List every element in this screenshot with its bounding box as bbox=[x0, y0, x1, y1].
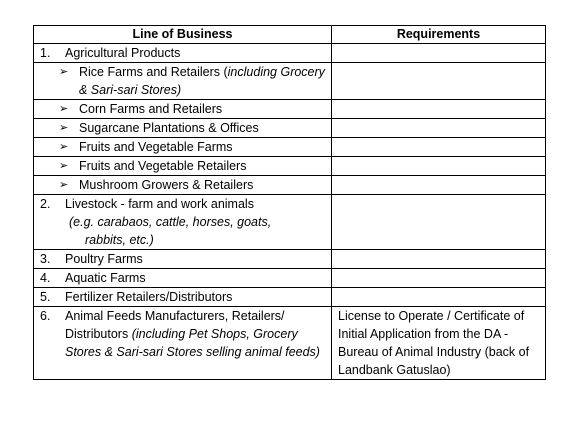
business-label: Fertilizer Retailers/Distributors bbox=[65, 290, 233, 304]
business-cell bbox=[34, 250, 332, 269]
requirement-cell bbox=[332, 288, 546, 307]
arrow-bullet-icon: ➢ bbox=[59, 160, 69, 172]
table-row bbox=[34, 138, 546, 157]
requirement-cell bbox=[332, 250, 546, 269]
business-label: Sugarcane Plantations & Offices bbox=[79, 121, 259, 135]
requirement-cell bbox=[332, 100, 546, 119]
requirement-cell bbox=[332, 63, 546, 100]
requirement-cell bbox=[332, 44, 546, 63]
header-line-of-business: Line of Business bbox=[34, 26, 332, 44]
business-label: Fruits and Vegetable Farms bbox=[79, 140, 233, 154]
requirement-cell bbox=[332, 138, 546, 157]
table-row bbox=[34, 269, 546, 288]
business-note: (including Pet Shops, Grocery Stores & Sari-sari Stores selling animal feeds) bbox=[65, 327, 320, 359]
item-number: 2. bbox=[40, 197, 51, 211]
business-cell bbox=[34, 100, 332, 119]
arrow-bullet-icon: ➢ bbox=[59, 103, 69, 115]
arrow-bullet-icon: ➢ bbox=[59, 179, 69, 191]
item-number: 4. bbox=[40, 271, 51, 285]
table-row bbox=[34, 176, 546, 195]
table-row bbox=[34, 157, 546, 176]
requirement-cell bbox=[332, 195, 546, 250]
business-cell bbox=[34, 119, 332, 138]
business-cell bbox=[34, 176, 332, 195]
business-label: Aquatic Farms bbox=[65, 271, 146, 285]
business-label: Livestock - farm and work animals bbox=[65, 197, 254, 211]
business-cell bbox=[34, 63, 332, 100]
table-row bbox=[34, 307, 546, 380]
table-row bbox=[34, 250, 546, 269]
arrow-bullet-icon: ➢ bbox=[59, 122, 69, 134]
business-note: (e.g. carabaos, cattle, horses, goats, bbox=[69, 215, 272, 229]
item-number: 3. bbox=[40, 252, 51, 266]
table-header-row bbox=[34, 26, 546, 44]
requirement-cell bbox=[332, 176, 546, 195]
business-label: Fruits and Vegetable Retailers bbox=[79, 159, 247, 173]
business-cell bbox=[34, 288, 332, 307]
business-label: Rice Farms and Retailers ( bbox=[79, 65, 228, 79]
table-row bbox=[34, 100, 546, 119]
table-row bbox=[34, 288, 546, 307]
business-label: Agricultural Products bbox=[65, 46, 181, 60]
requirement-text: License to Operate / Certificate of Initial Application from the DA -Bureau of Animal Industry (back of Landbank Gatuslao) bbox=[338, 309, 530, 377]
requirement-cell bbox=[332, 157, 546, 176]
item-number: 6. bbox=[40, 309, 51, 323]
requirement-cell bbox=[332, 269, 546, 288]
arrow-bullet-icon: ➢ bbox=[59, 66, 69, 78]
business-cell bbox=[34, 269, 332, 288]
header-requirements: Requirements bbox=[332, 26, 546, 44]
table-row bbox=[34, 195, 546, 250]
business-cell bbox=[34, 157, 332, 176]
business-cell bbox=[34, 195, 332, 250]
table-row bbox=[34, 63, 546, 100]
table-row bbox=[34, 44, 546, 63]
business-label: Corn Farms and Retailers bbox=[79, 102, 223, 116]
requirement-cell bbox=[332, 119, 546, 138]
business-cell bbox=[34, 138, 332, 157]
business-cell bbox=[34, 307, 332, 380]
business-cell bbox=[34, 44, 332, 63]
business-label: Mushroom Growers & Retailers bbox=[79, 178, 254, 192]
business-note-cont: rabbits, etc.) bbox=[85, 233, 154, 247]
business-label: Poultry Farms bbox=[65, 252, 143, 266]
arrow-bullet-icon: ➢ bbox=[59, 141, 69, 153]
business-note: including Grocery & Sari-sari Stores) bbox=[79, 65, 325, 97]
item-number: 5. bbox=[40, 290, 51, 304]
business-label: Animal Feeds Manufacturers, Retailers/ Distributors bbox=[65, 309, 285, 341]
requirement-cell bbox=[332, 307, 546, 380]
item-number: 1. bbox=[40, 46, 51, 60]
business-requirements-table bbox=[33, 25, 546, 380]
table-row bbox=[34, 119, 546, 138]
